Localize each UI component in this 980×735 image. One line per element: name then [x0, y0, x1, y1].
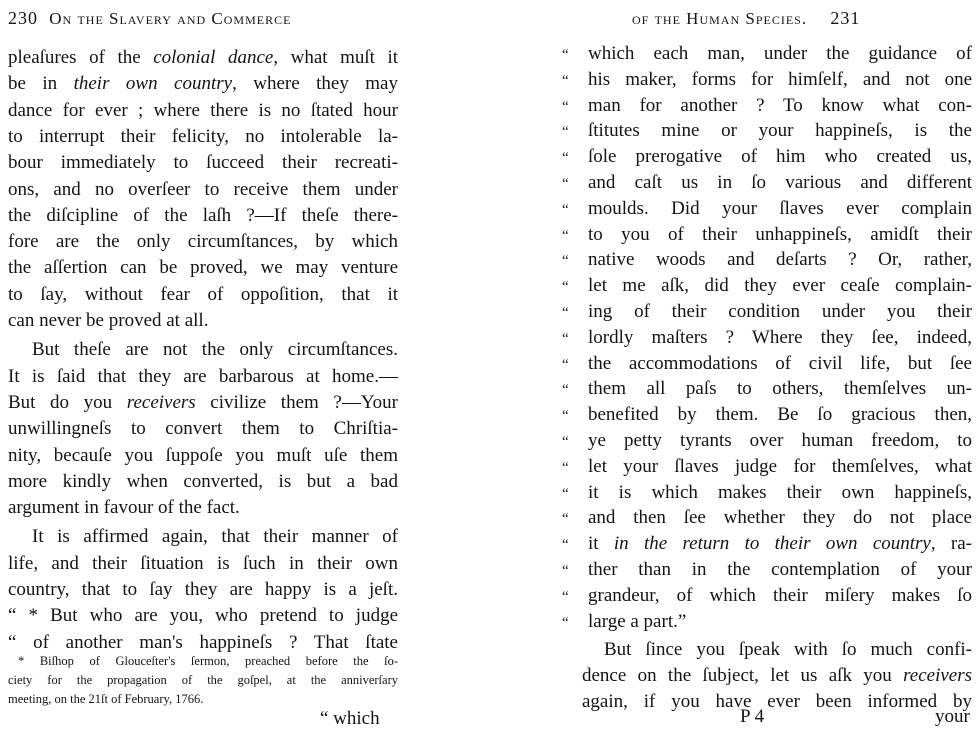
quoted-line: “ to you of their unhappineſs, amidſt their — [562, 223, 972, 245]
text-line: country, that to ſay they are happy is a jeſt. — [8, 579, 398, 600]
right-catchword: your — [935, 706, 970, 727]
text-line: be in their own country, where they may — [8, 73, 398, 95]
quoted-line: “ his maker, forms for himſelf, and not one — [562, 68, 972, 90]
text-line: “ * But who are you, who pretend to judge — [8, 605, 398, 627]
left-catchword: “ which — [320, 708, 380, 729]
quoted-line: “ ing of their condition under you their — [562, 301, 972, 322]
quoted-line: “ benefited by them. Be ſo gracious then, — [562, 404, 972, 426]
right-page — [490, 0, 980, 735]
left-running-head — [8, 8, 291, 29]
text-line: life, and their ſituation is ſuch in their own — [8, 552, 398, 574]
text-line: argument in favour of the fact. — [8, 497, 240, 519]
quoted-line: “ ſtitutes mine or your happineſs, is the — [562, 120, 972, 142]
text-line: again, if you have ever been informed by — [582, 691, 972, 712]
quoted-line: “ ther than in the contemplation of your — [562, 559, 972, 580]
quoted-line: “ and caſt us in ſo various and different — [562, 172, 972, 193]
footnote-line: * Biſhop of Glouceſter's ſermon, preached before the ſo- — [18, 654, 398, 668]
text-line: nity, becauſe you ſuppoſe you muſt uſe them — [8, 444, 398, 466]
quoted-line: “ and then ſee whether they do not place — [562, 507, 972, 529]
text-line: “ of another man's happineſs ? That ſtate — [8, 631, 398, 653]
text-line: dence on the ſubject, let us aſk you receivers — [582, 665, 972, 687]
quoted-line: “ them all paſs to others, themſelves un- — [562, 378, 972, 400]
text-line: But theſe are not the only circumſtances. — [32, 339, 398, 361]
quoted-line: “ it is which makes their own happineſs, — [562, 481, 972, 503]
footnote-line: meeting, on the 21ſt of February, 1766. — [8, 692, 204, 706]
quoted-line: “ ſole prerogative of him who created us, — [562, 146, 972, 168]
text-line: the diſcipline of the laſh ?—If theſe there- — [8, 204, 398, 226]
text-line: to ſay, without fear of oppoſition, that it — [8, 283, 398, 305]
text-line: dance for ever ; where there is no ſtated hour — [8, 99, 398, 121]
quoted-line: “ let your ſlaves judge for themſelves, what — [562, 455, 972, 477]
text-line: It is ſaid that they are barbarous at home.— — [8, 365, 398, 387]
quoted-line: “ let me aſk, did they ever ceaſe complain- — [562, 275, 972, 297]
quoted-line: “ man for another ? To know what con- — [562, 94, 972, 116]
text-line: pleaſures of the colonial dance, what muſt it — [8, 47, 398, 68]
quoted-line: “ which each man, under the guidance of — [562, 43, 972, 64]
right-running-title: of the Human Species. — [632, 9, 808, 28]
text-line: can never be proved at all. — [8, 310, 209, 331]
text-line: But do you receivers civilize them ?—Your — [8, 391, 398, 413]
left-page-number: 230 — [8, 8, 38, 28]
text-line: to interrupt their felicity, no intolerable la- — [8, 125, 398, 147]
text-line: unwillingneſs to convert them to Chriſtia- — [8, 418, 398, 440]
signature-mark: P 4 — [740, 706, 765, 727]
quoted-line: “ it in the return to their own country, ra- — [562, 533, 972, 555]
text-line: ons, and no overſeer to receive them under — [8, 178, 398, 200]
quoted-line: “ lordly maſters ? Where they ſee, indeed, — [562, 326, 972, 348]
footnote-line: ciety for the propagation of the goſpel, at the anniverſary — [8, 673, 398, 687]
quoted-line: “ moulds. Did your ſlaves ever complain — [562, 197, 972, 219]
text-line: It is affirmed again, that their manner of — [32, 526, 398, 548]
text-line: But ſince you ſpeak with ſo much confi- — [604, 639, 972, 661]
quoted-line: “ native woods and deſarts ? Or, rather, — [562, 249, 972, 271]
left-running-title: On the Slavery and Commerce — [49, 9, 292, 28]
quoted-line: “ grandeur, of which their miſery makes ſo — [562, 584, 972, 606]
quoted-line: “ large a part.” — [562, 610, 687, 632]
quoted-line: “ the accommodations of civil life, but ſee — [562, 352, 972, 374]
text-line: the aſſertion can be proved, we may venture — [8, 257, 398, 279]
right-running-head — [632, 8, 860, 29]
text-line: fore are the only circumſtances, by which — [8, 231, 398, 253]
text-line: more kindly when converted, is but a bad — [8, 470, 398, 492]
quoted-line: “ ye petty tyrants over human freedom, to — [562, 430, 972, 451]
right-page-number: 231 — [830, 8, 861, 28]
text-line: bour immediately to ſucceed their recreati- — [8, 152, 398, 174]
